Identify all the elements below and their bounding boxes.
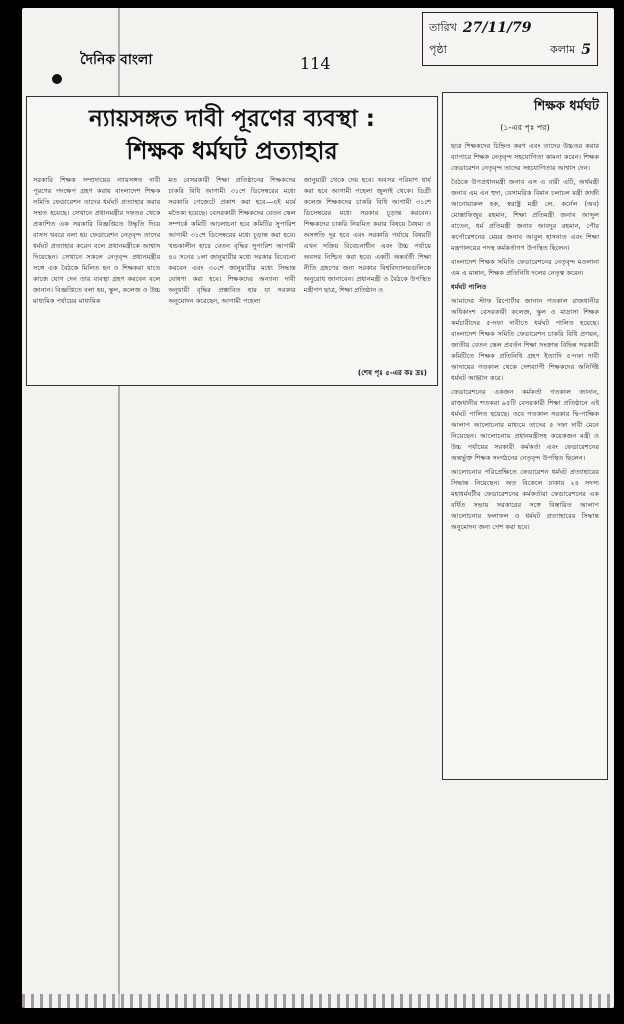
ink-dot: [52, 74, 62, 84]
side-paragraph: আমাদের স্টাফ রিপোর্টার জানান গতকাল রাজধানীর অধিকাংশ বেসরকারী কলেজ, স্কুল ও মাদ্রাসা শিক্ষক কর্মচারীদের ৫-দফা দাবীতে ধর্মঘট পালিত হয়েছে। বাংলাদেশ শিক্ষক সমিতি ফেডারেশন চাকরি বিধি প্রণয়ন, জাতীয় বেতন স্কেল প্রবর্তন শিক্ষা সংক্রান্ত বিভিন্ন সরকারী কমিটিতে শিক্ষক প্রতিনিধি গ্রহণ ইত্যাদি ৫-দফা দাবী আদায়ের গতকাল থেকে দেশব্যাপী শিক্ষকদের অনির্দিষ্ট ধর্মঘট আহ্বান করে।: [451, 297, 599, 382]
headline-line-2: শিক্ষক ধর্মঘট প্রত্যাহার: [126, 137, 338, 165]
side-paragraph: ফেডারেশনের একজন কর্মকর্তা গতকাল জানান, রাজধানীর শতকরা ৯৫টি বেসরকারী শিক্ষা প্রতিষ্ঠানে এই ধর্মঘট পালিত হয়েছে। তবে গতকাল সরকার দ্বি-পাক্ষিক আলাপ আলোচনার মাধ্যমে তাদের ৫ দফা দাবী মেনে নিয়েছেন। আলোচনায় প্রধানমন্ত্রীসহ কয়েকজন মন্ত্রী ও উচ্চ পর্যায়ের সরকারী কর্মকর্তা এবং ফেডারেশনের অন্তর্ভুক্ত শিক্ষক সংগঠনের নেতৃবৃন্দ উপস্থিত ছিলেন।: [451, 388, 599, 462]
article-column-2: মত বেসরকারী শিক্ষা প্রতিষ্ঠানের শিক্ষকদের চাকরি বিধি আগামী ৩১শে ডিসেম্বরের মধ্যে সরকারি গেজেটে প্রকাশ করা হবে—এই মর্মে মতৈক্য হয়েছে। বেসরকারী শিক্ষকদের বেতন স্কেল সম্পর্কে কমিটি আলোচনা হবে কমিটির সুপারিশ আগামী ৩১শে ডিসেম্বরের মধ্যে চূড়ান্ত করা হবে। খন্ডকালীন হারে বেতন বৃদ্ধির সুপারিশ আগামী ৪০ সনের ১লা জানুয়ারীর মধ্যে সরকার বিবেচনা করবেন এবং ৩০শে জানুয়ারীর মধ্যে সিদ্ধান্ত ঘোষণা করা হবে। শিক্ষকদের অন্যান্য দাবী অনুযায়ী বৃদ্ধির প্রস্তাবিত হার যা সরকার অনুমোদন করেছেন, আগামী পহেলা: [168, 176, 296, 305]
side-article-body: [443, 135, 607, 780]
article-column-1: সরকারি শিক্ষক সম্প্রদায়ের ন্যায়সঙ্গত দাবী পূরণের পদক্ষেপ গ্রহণ করায় বাংলাদেশ শিক্ষক সমিতি ফেডারেশন তাদের ধর্মঘট প্রত্যাহার করার সম্মত হয়েছে। সেখানে প্রধানমন্ত্রীর দফতর থেকে প্রকাশিত এক সরকারি বিজ্ঞপ্তিতে উদ্ধৃতি দিয়ে বাসস খবরে বলা হয় ফেডারেশন নেতৃবৃন্দ তাদের ধর্মঘট প্রত্যাহার করেন বলে প্রধানমন্ত্রীকে আশ্বাস দিয়েছেন। সেখানে সকলে নেতৃবৃন্দ প্রধানমন্ত্রীর সঙ্গে এক বৈঠকে মিলিত হন ও শিক্ষকরা যাতে কাজে যোগ দেন তার ব্যবস্থা গ্রহণ করবেন বলে জানান। বিজ্ঞপ্তিতে বলা হয়, স্কুল, কলেজ ও উচ্চ মাধ্যমিক পর্যায়ের মাধ্যমিক: [33, 176, 161, 305]
side-paragraph: আলোচনার পরিপ্রেক্ষিতে ফেডারেশন ধর্মঘট প্রত্যাহারের সিদ্ধান্ত নিয়েছেন। অত বিকেলে ঢাকায় ২৪ সদস্য মহাধর্মঘটীর ফেডারেশনের কর্মকর্তারা ফেডারেশনের এক বর্ধিত সভায় সরকারের সঙ্গে বিস্তারিত আলাপ আলোচনার ফলাফল ও ধর্মঘট প্রত্যাহারের সিদ্ধান্ত অনুমোদন জন্য পেশ করা হবে।: [451, 468, 599, 531]
side-paragraph: ছাত্র শিক্ষকদের চিহ্নিত করণ এবং তাদের উচ্চতর করার ব্যাপারে শিক্ষক নেতৃবৃন্দ সহযোগিতা কামনা করেন। শিক্ষক ফেডারেশন নেতৃবৃন্দ তাদের সহযোগিতার আশ্বাস দেন।: [451, 142, 599, 172]
side-headline: শিক্ষক ধর্মঘট: [533, 99, 599, 114]
column-label: কলাম: [550, 42, 576, 56]
article-columns: [27, 167, 437, 371]
date-label: তারিখ: [429, 20, 457, 34]
side-paragraph: বাংলাদেশ শিক্ষক সমিতি ফেডারেশনের নেতৃবৃন্দ মওলানা এম এ মান্নান, শিক্ষক প্রতিনিধি দলের নেতৃত্ব করেন।: [451, 258, 599, 277]
column-value: 5: [581, 42, 591, 58]
side-subheading: ধর্মঘট পালিত: [451, 283, 487, 291]
main-headline: [27, 103, 437, 167]
torn-bottom-edge: [22, 994, 614, 1008]
side-article-clipping: [442, 92, 608, 780]
article-column-3: জানুয়ারী থেকে দেয় হবে। অবসর পরিমাণ ধার্য করা হবে আগামী পহেলা জুলাই থেকে। ডিগ্রী কলেজ শিক্ষকদের চাকরি বিধি আগামী ৩১শে ডিসেম্বরের মধ্যে সরকার চূড়ান্ত করবেন। শিক্ষকদের চাকরি নিয়মিত করার বিষয়ে বৈষম্য ও অসঙ্গতি দূর হবে এবং সরকারি পর্যায়ে বিষয়টি এখন সক্রিয় বিবেচনাধীন এবং উচ্চ পর্যায়ে অবসর নিশ্চিত করা হবে। একটি অন্তর্বর্তী শিক্ষা নীতি গ্রহণের জন্য সরকার বিশ্ববিদ্যালয়গুলিকে অনুরোধ জানাবেন। প্রধানমন্ত্রী ও বৈঠকে উপস্থিত মন্ত্রীগণ ছাত্র, শিক্ষা প্রতিষ্ঠান ও: [303, 176, 431, 294]
side-subhead: (১-এর পৃঃ পর): [500, 123, 550, 132]
date-value: 27/11/79: [462, 20, 532, 36]
newspaper-masthead: দৈনিক বাংলা: [80, 52, 153, 68]
newspaper-clipping-sheet: [22, 8, 614, 1008]
main-article-clipping: [26, 96, 438, 386]
archive-stamp: [422, 12, 598, 66]
page-label: পৃষ্ঠা: [429, 42, 447, 56]
page-number: 114: [300, 54, 331, 73]
headline-line-1: ন্যায়সঙ্গত দাবী পূরণের ব্যবস্থা :: [89, 106, 375, 132]
continued-note: (শেষ পৃঃ ৫-এর কঃ দ্রঃ): [357, 369, 427, 377]
side-paragraph: বৈঠকে উপপ্রধানমন্ত্রী জনাব এস এ বারী এটি, অর্থমন্ত্রী জনাব এম এন হুদা, বেসামরিক বিমান চলাচল মন্ত্রী কাজী আনোয়ারুল হক, স্বরাষ্ট্র মন্ত্রী লে. কর্নেল (অব) মোস্তাফিজুর রহমান, শিক্ষা প্রতিমন্ত্রী জনাব আব্দুল বাতেন, ধর্ম প্রতিমন্ত্রী জনাব আবদুর রহমান, পৌর কর্পোরেশনের মেয়র জনাব আবুল হাসনাত এবং শিক্ষা মন্ত্রণালয়ের পদস্থ কর্মকর্তাগণ উপস্থিত ছিলেন।: [451, 178, 599, 252]
